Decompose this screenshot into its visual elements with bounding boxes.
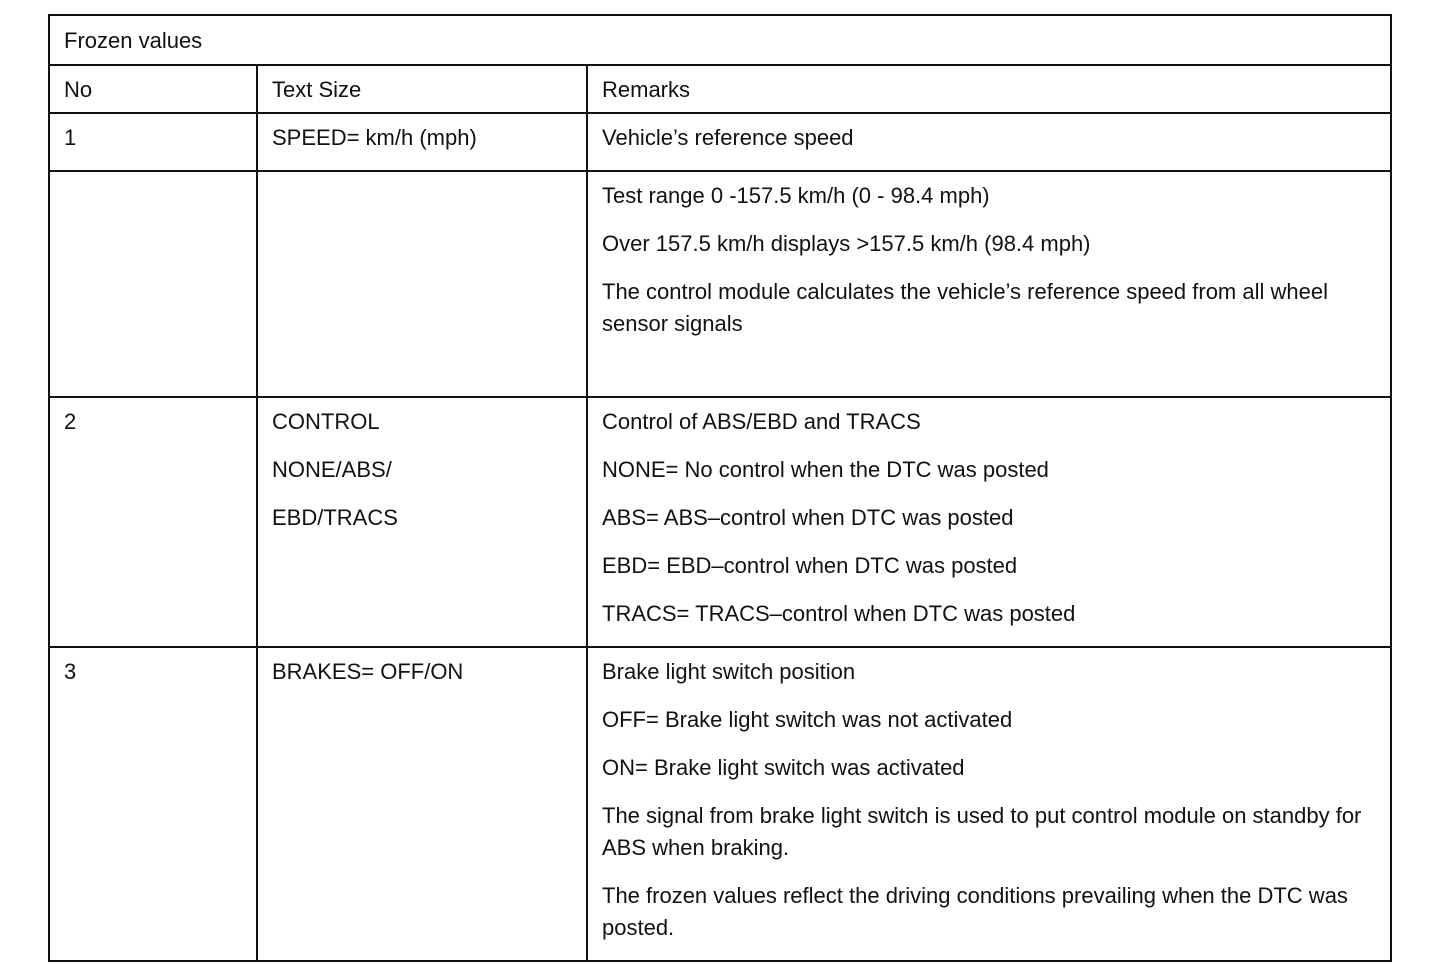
remarks-line: Test range 0 -157.5 km/h (0 - 98.4 mph)	[602, 183, 990, 208]
remarks-line: ABS= ABS–control when DTC was posted	[602, 505, 1014, 530]
remarks-line: Brake light switch position	[602, 659, 856, 684]
text-size-cell	[257, 397, 587, 647]
text-size-line: SPEED= km/h (mph)	[272, 125, 477, 150]
remarks-cell	[587, 397, 1391, 647]
table-title: Frozen values	[49, 15, 1391, 65]
remarks-cell	[587, 647, 1391, 961]
remarks-line: NONE= No control when the DTC was posted	[602, 457, 1049, 482]
text-size-line: CONTROL	[272, 409, 380, 434]
frozen-values-table	[48, 14, 1392, 962]
text-size-cell	[257, 647, 587, 961]
column-header-no: No	[49, 65, 257, 113]
text-size-cell	[257, 171, 587, 397]
remarks-line: Control of ABS/EBD and TRACS	[602, 409, 921, 434]
remarks-line: TRACS= TRACS–control when DTC was posted	[602, 601, 1076, 626]
table-row	[49, 397, 1391, 647]
text-size-cell	[257, 113, 587, 171]
row-no-cell: 3	[49, 647, 257, 961]
table-row	[49, 113, 1391, 171]
remarks-line: The signal from brake light switch is used to put control module on standby for ABS when braking.	[602, 803, 1362, 860]
row-no-cell	[49, 171, 257, 397]
table-header-row	[49, 65, 1391, 113]
remarks-line: The control module calculates the vehicle’s reference speed from all wheel sensor signals	[602, 279, 1328, 336]
remarks-line: EBD= EBD–control when DTC was posted	[602, 553, 1018, 578]
remarks-cell	[587, 171, 1391, 397]
text-size-line: EBD/TRACS	[272, 505, 398, 530]
text-size-line: NONE/ABS/	[272, 457, 392, 482]
remarks-cell	[587, 113, 1391, 171]
text-size-line: BRAKES= OFF/ON	[272, 659, 464, 684]
column-header-remarks: Remarks	[587, 65, 1391, 113]
row-no-cell: 2	[49, 397, 257, 647]
remarks-line: The frozen values reflect the driving conditions prevailing when the DTC was posted.	[602, 883, 1348, 940]
remarks-line: ON= Brake light switch was activated	[602, 755, 965, 780]
remarks-line: Over 157.5 km/h displays >157.5 km/h (98.4 mph)	[602, 231, 1091, 256]
table-row	[49, 647, 1391, 961]
table-title-row	[49, 15, 1391, 65]
table-row	[49, 171, 1391, 397]
remarks-line: OFF= Brake light switch was not activated	[602, 707, 1013, 732]
remarks-line: Vehicle’s reference speed	[602, 125, 854, 150]
column-header-text-size: Text Size	[257, 65, 587, 113]
row-no-cell: 1	[49, 113, 257, 171]
